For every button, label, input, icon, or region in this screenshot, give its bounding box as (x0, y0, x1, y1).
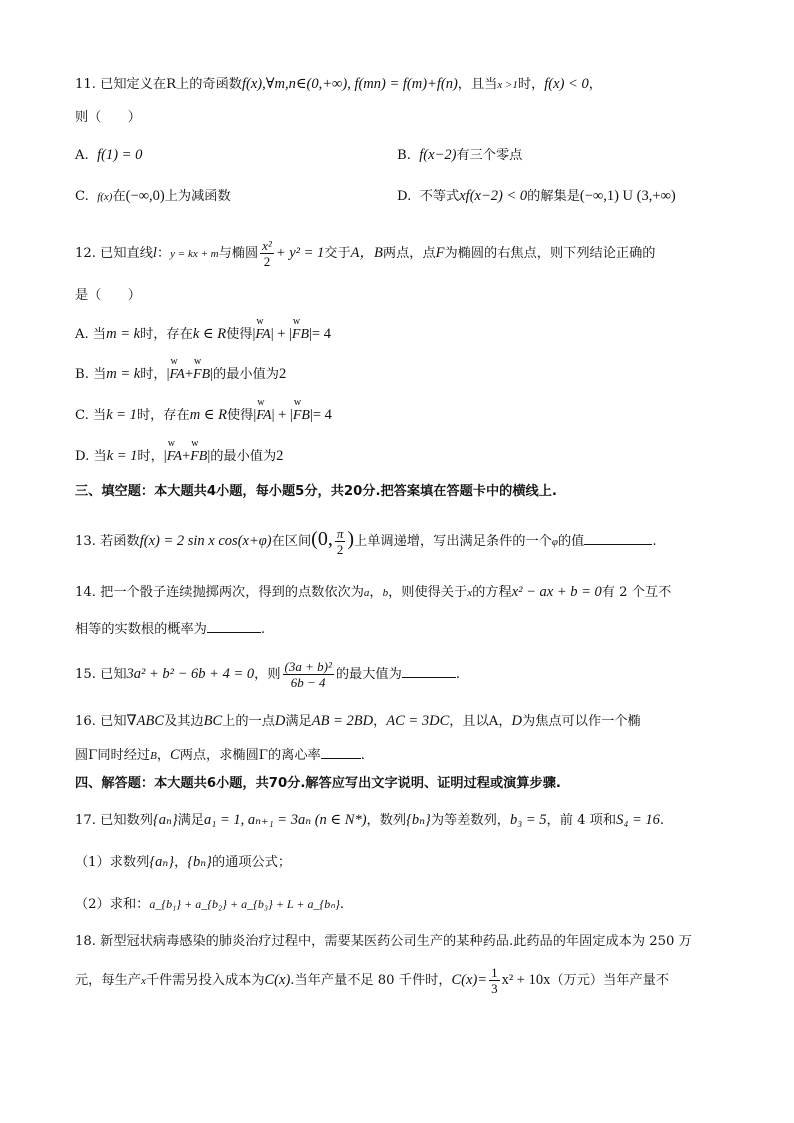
option-math: k = 1 (106, 407, 137, 423)
q14-line2 (75, 618, 734, 640)
fraction-denominator: 2 (263, 254, 271, 269)
q13-interval: (0, (311, 528, 333, 550)
q15-text: 的最大值为 (335, 667, 402, 682)
q16-text: . (360, 748, 365, 763)
q17-math: {bₙ} (187, 854, 212, 870)
q15-fraction (283, 659, 334, 690)
q13-phi: φ (551, 536, 558, 548)
option-math: k = 1 (106, 448, 138, 464)
q16-text: 圆Γ同时经过 (75, 748, 151, 763)
q17-sum: a_{b₁} + a_{b₂} + a_{b₃} + L + a_{bₙ} (149, 897, 340, 911)
option-text: 当 (93, 367, 107, 382)
option-math: | (253, 407, 257, 423)
fraction-denominator: 2 (336, 542, 344, 557)
q13 (75, 522, 734, 559)
option-math: (−∞,0) (125, 188, 165, 204)
q17-text: 满足 (177, 813, 205, 828)
option-math: 2 (276, 448, 284, 464)
q15-text: 15. 已知 (75, 667, 127, 682)
option-math: + (182, 448, 191, 464)
option-label: C. (75, 189, 89, 204)
option-label: A. (75, 327, 89, 342)
q17-text: . (659, 813, 665, 828)
option-math: | (207, 448, 211, 464)
option-text: 有三个零点 (456, 148, 523, 163)
answer-blank (584, 530, 652, 545)
q12-option-d (75, 446, 734, 467)
q11-option-d (397, 186, 676, 207)
q16-math: D (274, 713, 286, 729)
fraction-denominator: 6b − 4 (290, 675, 326, 690)
answer-blank (207, 618, 261, 633)
q14-text: 有 2 个互不 (601, 585, 672, 600)
q11-option-a (75, 145, 142, 166)
q14-text: 相等的实数根的概率为 (75, 622, 207, 637)
q15 (75, 656, 734, 693)
q13-text: 13. 若函数 (75, 534, 140, 549)
q12-math: + y² = 1 (275, 245, 325, 261)
q14-text: ，则使得关于 (388, 585, 468, 600)
option-text: 使得 (227, 408, 254, 423)
option-text: 不等式 (419, 189, 460, 204)
q17-text: ， (174, 855, 188, 870)
vector-fb: ԝ FB (292, 325, 309, 345)
section-3-heading: 三、填空题：本大题共4小题，每小题5分，共20分.把答案填在答题卡中的横线上. (75, 484, 557, 499)
option-text: 在 (112, 189, 126, 204)
q12-math: l (152, 245, 157, 261)
q12-text: 为椭圆的右焦点，则下列结论正确的 (444, 246, 656, 261)
q17-text: （2）求和： (75, 897, 150, 912)
q16-math: AB = 2BD (311, 713, 374, 729)
q16-math: BC (203, 713, 223, 729)
option-label: C. (75, 408, 89, 423)
q16-text: 两点，求椭圆Γ的离心率 (179, 748, 321, 763)
q17-text: ，前 4 项和 (546, 813, 617, 828)
q14-equation: x² − ax + b = 0 (511, 584, 602, 600)
q13-text: 的值 (557, 534, 585, 549)
q11-cond: x >1 (497, 79, 518, 91)
fraction-denominator: 3 (491, 981, 498, 996)
q18-text: 千件需另投入成本为 (145, 973, 265, 988)
option-math: |= 4 (309, 326, 331, 342)
q16-text: ， (156, 748, 171, 763)
option-math: | (210, 366, 214, 382)
vector-fb: ԝ FB (293, 406, 310, 426)
q13-function: f(x) = 2 sin x cos(x+φ) (139, 533, 272, 549)
option-math: k ∈ R (192, 326, 227, 342)
q17-part1 (75, 852, 734, 873)
q12-math: A，B (350, 245, 383, 261)
q18-fraction (489, 965, 500, 996)
option-math: m = k (106, 326, 141, 342)
q14-text: 的方程 (472, 585, 512, 600)
option-math: f(1) = 0 (97, 147, 143, 163)
q17-math: S₄ = 16 (616, 812, 660, 828)
option-math: | + | (271, 407, 293, 423)
q18-math: x (140, 975, 146, 987)
option-math: m ∈ R (189, 407, 227, 423)
q17-math: {bₙ} (406, 812, 431, 828)
option-math: xf(x−2) < 0 (459, 188, 528, 204)
option-math: f(x−2) (419, 147, 457, 163)
q14-text: . (260, 622, 266, 637)
option-math: | + | (270, 326, 292, 342)
q16-math: AC = 3DC (386, 713, 450, 729)
q12-text: 交于 (324, 246, 351, 261)
q18-text: （万元）当年产量不 (550, 973, 670, 988)
section-4-heading: 四、解答题：本大题共6小题，共70分.解答应写出文字说明、证明过程或演算步骤. (75, 776, 561, 791)
option-text: 的最小值为 (210, 449, 277, 464)
option-math: | (252, 326, 256, 342)
option-text: 时，存在 (140, 327, 193, 342)
q14-math: x (467, 587, 473, 599)
q16-text: 满足 (285, 714, 312, 729)
option-text: 当 (92, 327, 107, 342)
q12-text: 两点，点 (382, 246, 436, 261)
option-label: A. (75, 148, 89, 163)
q13-fraction (335, 526, 346, 557)
q11-ineq: f(x) < 0 (544, 76, 589, 92)
option-text: 当 (93, 408, 107, 423)
q16-text: ，且以A， (449, 714, 512, 729)
vector-fa: ԝ FA (170, 365, 185, 385)
q12-text: 与椭圆 (218, 246, 259, 261)
q16-text: 16. 已知 (75, 714, 127, 729)
q18-math: C(x) (264, 972, 291, 988)
q17-part2 (75, 894, 734, 915)
q18-math: C(x)= (451, 972, 488, 988)
option-text: 上为减函数 (164, 189, 231, 204)
option-text: 时， (137, 449, 164, 464)
option-text: 时， (140, 367, 167, 382)
q11-stem (75, 74, 734, 95)
q13-interval: ) (347, 528, 355, 550)
option-text: 当 (93, 449, 107, 464)
vector-fb: ԝ FB (193, 365, 210, 385)
option-math: f(x) (97, 191, 113, 203)
q13-text: . (652, 534, 657, 549)
q12-option-a (75, 324, 734, 345)
q11-text: ， (588, 77, 602, 92)
q14-text: ， (369, 585, 383, 600)
option-label: D. (397, 189, 412, 204)
vector-fa: ԝ FA (167, 447, 182, 467)
q11-option-c (75, 186, 231, 207)
answer-blank (402, 663, 456, 678)
q16-math: D (511, 713, 523, 729)
q17-text: 的通项公式； (211, 855, 292, 870)
vector-fa: ԝ FA (255, 325, 270, 345)
q15-text: ，则 (254, 667, 281, 682)
q17-text: 为等差数列， (430, 813, 510, 828)
fraction-numerator: (3a + b)² (284, 659, 332, 674)
q15-text: . (455, 667, 460, 682)
q16-text: 及其边 (164, 714, 204, 729)
option-text: 的解集是 (527, 189, 580, 204)
option-text: 使得 (226, 327, 253, 342)
fraction-numerator: 1 (491, 965, 498, 980)
option-label: B. (397, 148, 411, 163)
q13-text: 在区间 (271, 534, 312, 549)
q16-text: 上的一点 (222, 714, 275, 729)
q11-text: 11. 已知定义在R上的奇函数 (75, 77, 242, 92)
q12-option-c (75, 405, 734, 426)
option-math: |= 4 (309, 407, 332, 423)
q12-text: 12. 已知直线 (75, 246, 153, 261)
q17-math: b₃ = 5 (509, 812, 547, 828)
answer-blank (321, 744, 361, 759)
fraction-numerator: π (336, 526, 344, 541)
vector-fa: ԝ FA (256, 406, 271, 426)
q18-text: .当年产量不足 80 千件时， (290, 973, 452, 988)
option-math: (−∞,1) U (3,+∞) (579, 188, 676, 204)
option-text: 的最小值为 (213, 367, 279, 382)
q18: 18. 新型冠状病毒感染的肺炎治疗过程中，需要某医药公司生产的某种药品.此药品的年固定成本为 250 万 (75, 934, 692, 949)
q12-stem (75, 236, 734, 271)
q18-line2 (75, 962, 734, 999)
q18-text: 元，每生产 (75, 973, 141, 988)
q11-option-b (397, 145, 522, 166)
q17-math: {aₙ} (149, 854, 175, 870)
q16 (75, 711, 734, 732)
q14-math: b (382, 587, 389, 599)
q14-text: 14. 把一个骰子连续抛掷两次，得到的点数依次为 (75, 585, 364, 600)
q17-text: . (339, 897, 345, 912)
q11-text: ，且当 (457, 77, 498, 92)
option-math: m = k (106, 366, 141, 382)
option-label: D. (75, 449, 90, 464)
q13-text: 上单调递增，写出满足条件的一个 (354, 534, 552, 549)
q14-math: a (363, 587, 370, 599)
q11-stem-line2: 则（ ） (75, 110, 141, 125)
q12-fraction (260, 238, 274, 269)
option-label: B. (75, 367, 89, 382)
q11-text: 时， (517, 77, 545, 92)
q12-text: ： (156, 246, 171, 261)
q14 (75, 582, 734, 603)
option-math: | (163, 448, 167, 464)
q12-stem-line2: 是（ ） (75, 288, 141, 303)
q16-math: B (150, 750, 157, 762)
option-math: | (166, 366, 170, 382)
q16-math: C (170, 747, 180, 763)
q15-equation: 3a² + b² − 6b + 4 = 0 (126, 666, 255, 682)
q16-math: ∇ABC (126, 713, 165, 729)
q11-math: f(x),∀m,n∈(0,+∞), f(mn) = f(m)+f(n) (241, 76, 458, 92)
q12-option-b (75, 364, 734, 385)
q17-text: ，数列 (366, 813, 407, 828)
q17-text: （1）求数列 (75, 855, 150, 870)
option-math: 2 (278, 366, 287, 382)
q17-math: {aₙ} (152, 812, 178, 828)
q16-text: 为焦点可以作一个椭 (522, 714, 641, 729)
fraction-numerator: x² (262, 238, 272, 253)
q12-line-eq: y = kx + m (170, 248, 219, 260)
q18-polynomial: x² + 10x (501, 972, 551, 988)
q17-text: 17. 已知数列 (75, 813, 153, 828)
option-math: + (184, 366, 194, 382)
q16-line2 (75, 744, 734, 766)
q17-recurrence: a₁ = 1, aₙ₊₁ = 3aₙ (n ∈ N*) (204, 812, 367, 828)
q12-math: F (435, 245, 445, 261)
q16-text: ， (373, 714, 387, 729)
option-text: 时，存在 (136, 408, 190, 423)
vector-fb: ԝ FB (190, 447, 207, 467)
q17 (75, 810, 734, 831)
